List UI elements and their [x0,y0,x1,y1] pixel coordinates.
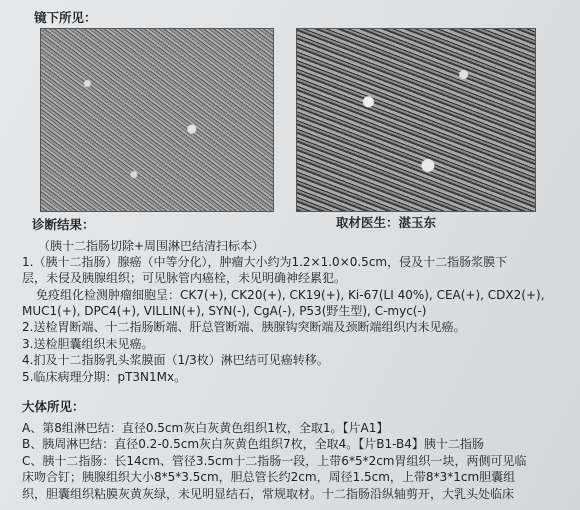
diagnosis-line: MUC1(+), DPC4(+), VILLIN(+), SYN(-), CgA(-), P53(野生型), C-myc(-) [22,304,427,318]
diagnosis-line: 层，未侵及胰腺组织；可见脉管内癌栓，未见明确神经累犯。 [22,271,347,285]
microscopy-heading: 镜下所见： [34,10,97,25]
gross-line: 床吻合钉；胰腺组织大小8*5*3.5cm，胆总管长约2cm，周径1.5cm，上带8*3*1cm胆囊组 [22,470,516,484]
diagnosis-line: 2.送检胃断端、十二指肠断端、肝总管断端、胰腺钩突断端及颈断端组织内未见癌。 [22,320,466,334]
gross-line: B、胰周淋巴结：直径0.2-0.5cm灰白灰黄色组织7枚，全取4。【片B1-B4】胰十二指肠 [22,437,484,451]
micrograph-image-left [40,28,274,212]
sampling-doctor: 取材医生：湛玉东 [336,215,437,230]
gross-line: A、第8组淋巴结：直径0.5cm灰白灰黄色组织1枚，全取1。【片A1】 [22,421,389,435]
diagnosis-line: 4.扪及十二指肠乳头浆膜面（1/3枚）淋巴结可见癌转移。 [22,353,329,367]
diagnosis-heading: 诊断结果： [32,217,95,232]
gross-line: 织，胆囊组织粘膜灰黄灰绿，未见明显结石，常规取材。十二指肠沿纵轴剪开，大乳头处临床 [22,487,515,501]
diagnosis-line: （胰十二指肠切除+周围淋巴结清扫标本） [38,239,265,253]
diagnosis-line: 3.送检胆囊组织未见癌。 [22,337,154,351]
diagnosis-line: 1.（胰十二指肠）腺癌（中等分化），肿瘤大小约为1.2×1.0×0.5cm，侵及十二指肠浆膜下 [22,255,508,269]
gross-heading: 大体所见： [22,399,85,414]
diagnosis-line: 5.临床病理分期：pT3N1Mx。 [22,370,187,384]
diagnosis-line: 免疫组化检测肿瘤细胞呈：CK7(+), CK20(+), CK19(+), Ki-67(LI 40%), CEA(+), CDX2(+), [36,288,545,302]
gross-line: C、胰十二指肠：长14cm、管径3.5cm十二指肠一段，上带6*5*2cm胃组织一块，两侧可见临 [22,454,527,468]
micrograph-image-right [296,28,536,212]
